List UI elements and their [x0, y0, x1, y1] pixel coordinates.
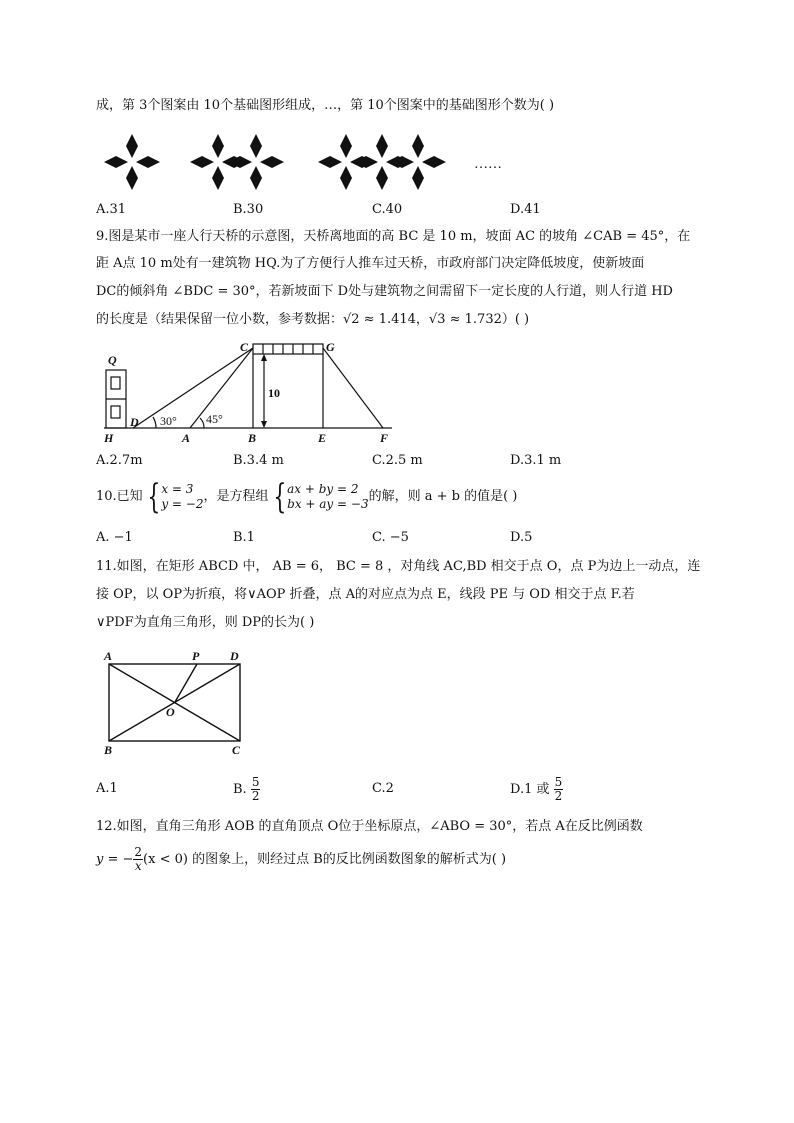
label-C: C: [232, 743, 241, 757]
q10-brace1: {: [147, 476, 160, 517]
q10-system2: [287, 482, 368, 512]
label-O: O: [166, 705, 175, 719]
fraction-numerator: 5: [251, 775, 260, 789]
q11-option-b-prefix: B.: [233, 782, 247, 797]
q9-option-a[interactable]: A.2.7m: [96, 453, 143, 468]
q10-sys2-eq2: bx + ay = −3: [287, 496, 369, 511]
q12-line1: 12.如图，直角三角形 AOB 的直角顶点 O位于坐标原点，∠ABO = 30°，若点 A在反比例函数: [96, 819, 643, 834]
label-E: E: [318, 431, 327, 445]
q10-stem: [96, 478, 517, 516]
label-C: C: [240, 340, 249, 354]
q11-options: [96, 776, 696, 806]
label-G: G: [326, 340, 335, 354]
q8-stem: 成，第 3个图案由 10个基础图形组成，…，第 10个图案中的基础图形个数为( ): [96, 98, 555, 113]
q9-bridge-figure: [96, 334, 416, 448]
q12-func-prefix: y = −: [96, 852, 134, 867]
q9-option-c[interactable]: C.2.5 m: [372, 453, 423, 468]
q10-prefix: 10.已知: [96, 489, 143, 504]
label-P: P: [192, 649, 200, 663]
q10-middle: ，是方程组: [203, 489, 269, 504]
q9-option-b[interactable]: B.3.4 m: [233, 453, 284, 468]
label-D: D: [230, 649, 239, 663]
q8-option-c[interactable]: C.40: [372, 202, 403, 217]
label-B: B: [104, 743, 113, 757]
fraction-denominator: 2: [251, 789, 260, 803]
q11-option-b[interactable]: [233, 776, 260, 803]
q11-option-a[interactable]: A.1: [96, 781, 118, 796]
pattern2-shape: [228, 134, 284, 190]
label-Q: Q: [108, 353, 117, 367]
label-D: D: [130, 415, 139, 429]
label-angle45: 45°: [206, 412, 223, 426]
q11-option-d-fraction: [554, 776, 564, 803]
q11-line3: ∨PDF为直角三角形，则 DP的长为( ): [96, 615, 315, 630]
label-H: H: [104, 431, 114, 445]
q8-option-b[interactable]: B.30: [233, 202, 264, 217]
pattern3-shape: [390, 134, 446, 190]
q9-line1: 9.图是某市一座人行天桥的示意图，天桥离地面的高 BC 是 10 m，坡面 AC 的坡角 ∠CAB = 45°，在: [96, 229, 691, 244]
q9-line4: 的长度是（结果保留一位小数，参考数据：√2 ≈ 1.414，√3 ≈ 1.732）( ): [96, 312, 530, 327]
q12-fraction: [133, 846, 143, 873]
q10-option-b[interactable]: B.1: [233, 530, 255, 545]
q8-option-d[interactable]: D.41: [510, 202, 541, 217]
label-F: F: [380, 431, 389, 445]
q12-line2-suffix: (x < 0) 的图象上，则经过点 B的反比例函数图象的解析式为( ): [143, 852, 507, 867]
fraction-numerator: 5: [554, 775, 563, 789]
q10-sys1-eq1: x = 3: [161, 481, 194, 496]
fraction-denominator: x: [134, 859, 142, 873]
label-height: 10: [268, 386, 280, 400]
q9-line2: 距 A点 10 m处有一建筑物 HQ.为了方便行人推车过天桥，市政府部门决定降低坡度，使新坡面: [96, 256, 645, 271]
pattern-ellipsis: ……: [474, 157, 502, 172]
q8-options: [96, 202, 696, 222]
label-A: A: [104, 649, 113, 663]
pattern1-shape: [104, 134, 160, 190]
q11-line2: 接 OP，以 OP为折痕，将∨AOP 折叠，点 A的对应点为点 E，线段 PE 与 OD 相交于点 F.若: [96, 587, 635, 602]
q10-system1: [161, 482, 203, 512]
q10-option-d[interactable]: D.5: [510, 530, 533, 545]
q11-option-d[interactable]: [510, 776, 563, 803]
q10-suffix: 的解，则 a + b 的值是( ): [368, 489, 518, 504]
fraction-denominator: 2: [554, 789, 563, 803]
label-angle30: 30°: [160, 414, 177, 428]
q8-pattern-figure: [96, 128, 536, 198]
q11-rectangle-figure: [96, 644, 256, 760]
q8-option-a[interactable]: A.31: [96, 202, 127, 217]
q12-line2: [96, 845, 506, 875]
q11-option-c[interactable]: C.2: [372, 781, 394, 796]
label-A: A: [182, 431, 191, 445]
label-B: B: [248, 431, 257, 445]
q10-sys1-eq2: y = −2: [161, 496, 204, 511]
q10-options: [96, 530, 696, 550]
q11-line1: 11.如图，在矩形 ABCD 中， AB = 6， BC = 8 ，对角线 AC,BD 相交于点 O，点 P为边上一动点，连: [96, 559, 701, 574]
q10-brace2: {: [272, 476, 286, 517]
q11-option-b-fraction: [251, 776, 261, 803]
q10-sys2-eq1: ax + by = 2: [287, 481, 359, 496]
q11-option-d-prefix: D.1 或: [510, 782, 550, 797]
q10-option-a[interactable]: A. −1: [96, 530, 133, 545]
q9-options: [96, 453, 696, 473]
q9-line3: DC的倾斜角 ∠BDC = 30°，若新坡面下 D处与建筑物之间需留下一定长度的人行道，则人行道 HD: [96, 284, 673, 299]
q9-option-d[interactable]: D.3.1 m: [510, 453, 562, 468]
q10-option-c[interactable]: C. −5: [372, 530, 409, 545]
fraction-numerator: 2: [134, 845, 143, 859]
